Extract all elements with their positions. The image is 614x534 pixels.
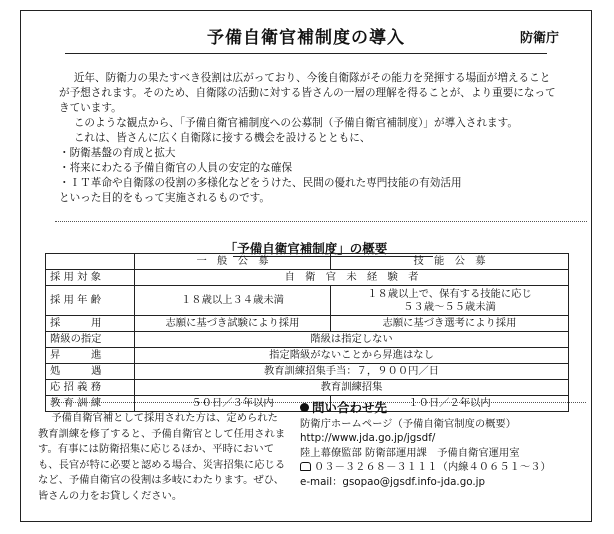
contact-line: 防衛庁ホームページ（予備自衛官制度の概要） xyxy=(300,417,517,430)
intro-paragraph-2: このような観点から、「予備自衛官補制度への公募制（予備自衛官補制度）」が導入されます。 xyxy=(73,117,518,129)
table-row xyxy=(46,380,569,396)
table-cell: 自 衛 官 未 経 験 者 xyxy=(135,270,569,286)
table-row xyxy=(46,286,569,316)
row-label: 処 遇 xyxy=(46,364,135,380)
table-cell: 志願に基づき試験により採用 xyxy=(135,316,331,332)
intro-section xyxy=(59,71,559,206)
table-corner-cell xyxy=(46,254,135,270)
technical-age-line-1: １８歳以上で、保有する技能に応じ xyxy=(367,287,532,300)
table-cell: 志願に基づき選考により採用 xyxy=(330,316,568,332)
table-cell: 指定階級がないことから昇進はなし xyxy=(135,348,569,364)
row-label: 応 招 義 務 xyxy=(46,380,135,396)
overview-title: 「予備自衛官補制度」の概要 xyxy=(224,241,388,256)
table-cell: 教育訓練招集手当：７，９００円／日 xyxy=(135,364,569,380)
intro-closing: といった目的をもって実施されるものです。 xyxy=(59,192,271,204)
row-label: 教 育 訓 練 xyxy=(46,396,135,412)
table-cell: 階級は指定しない xyxy=(135,332,569,348)
table-cell: １０日／２年以内 xyxy=(330,396,568,412)
column-general: 一 般 公 募 xyxy=(135,254,331,270)
contact-url[interactable]: http://www.jda.go.jp/jgsdf/ xyxy=(300,432,436,445)
table-cell: １８歳以上３４歳未満 xyxy=(135,286,331,316)
contact-heading-label: 問い合わせ先 xyxy=(312,400,388,415)
intro-bullet: ・将来にわたる予備自衛官の人員の安定的な確保 xyxy=(59,162,293,174)
contact-email[interactable]: e-mail：gsopao@jgsdf.info-jda.go.jp xyxy=(300,475,486,488)
table-cell: 教育訓練招集 xyxy=(135,380,569,396)
section-divider xyxy=(55,221,587,222)
row-label: 採 用 年 齢 xyxy=(46,286,135,316)
table-row xyxy=(46,316,569,332)
row-label: 階級の指定 xyxy=(46,332,135,348)
row-label: 採 用 対 象 xyxy=(46,270,135,286)
contact-phone xyxy=(300,460,570,475)
contact-heading xyxy=(300,401,570,416)
contact-section xyxy=(300,401,570,490)
intro-bullet: ・防衛基盤の育成と拡大 xyxy=(59,147,176,159)
intro-bullet: ・ＩＴ革命や自衛隊の役割の多様化などをうけた、民間の優れた専門技能の有効活用 xyxy=(59,177,462,189)
table-cell xyxy=(330,286,568,316)
row-label: 昇 進 xyxy=(46,348,135,364)
phone-icon xyxy=(300,462,311,471)
table-row xyxy=(46,332,569,348)
title-underline xyxy=(65,53,547,54)
intro-paragraph-3: これは、皆さんに広く自衛隊に接する機会を設けるとともに、 xyxy=(73,132,371,144)
contact-line: 陸上幕僚監部 防衛部運用課 予備自衛官運用室 xyxy=(300,446,520,459)
phone-number: ０３－３２６８－３１１１（内線４０６５１～３） xyxy=(314,461,551,474)
table-row xyxy=(46,270,569,286)
footer-text: 予備自衛官補として採用された方は、定められた教育訓練を修了すると、予備自衛官として任用されます。有事には防衛招集に応じるほか、平時においても、長官が特に必要と認める場合、災害招集に応じるなど、予備自衛官の役割は多岐にわたります。ぜひ、皆さんの力をお貸しください。 xyxy=(38,412,286,502)
bullet-icon xyxy=(300,403,309,412)
intro-paragraph-1: 近年、防衛力の果たすべき役割は広がっており、今後自衛隊がその能力を発揮する場面が増えることが予想されます。そのため、自衛隊の活動に対する皆さんの一層の理解を得ることが、より重要になってきています。 xyxy=(59,72,556,114)
agency-name: 防衛庁 xyxy=(519,31,559,46)
table-row xyxy=(46,364,569,380)
table-cell: ５０日／３年以内 xyxy=(135,396,331,412)
column-technical: 技 能 公 募 xyxy=(330,254,568,270)
overview-table xyxy=(45,253,569,412)
table-header-row xyxy=(46,254,569,270)
table-row xyxy=(46,348,569,364)
page-title: 予備自衛官補制度の導入 xyxy=(207,28,405,48)
technical-age-line-2: ５３歳～５５歳未満 xyxy=(403,300,496,313)
row-label: 採 用 xyxy=(46,316,135,332)
